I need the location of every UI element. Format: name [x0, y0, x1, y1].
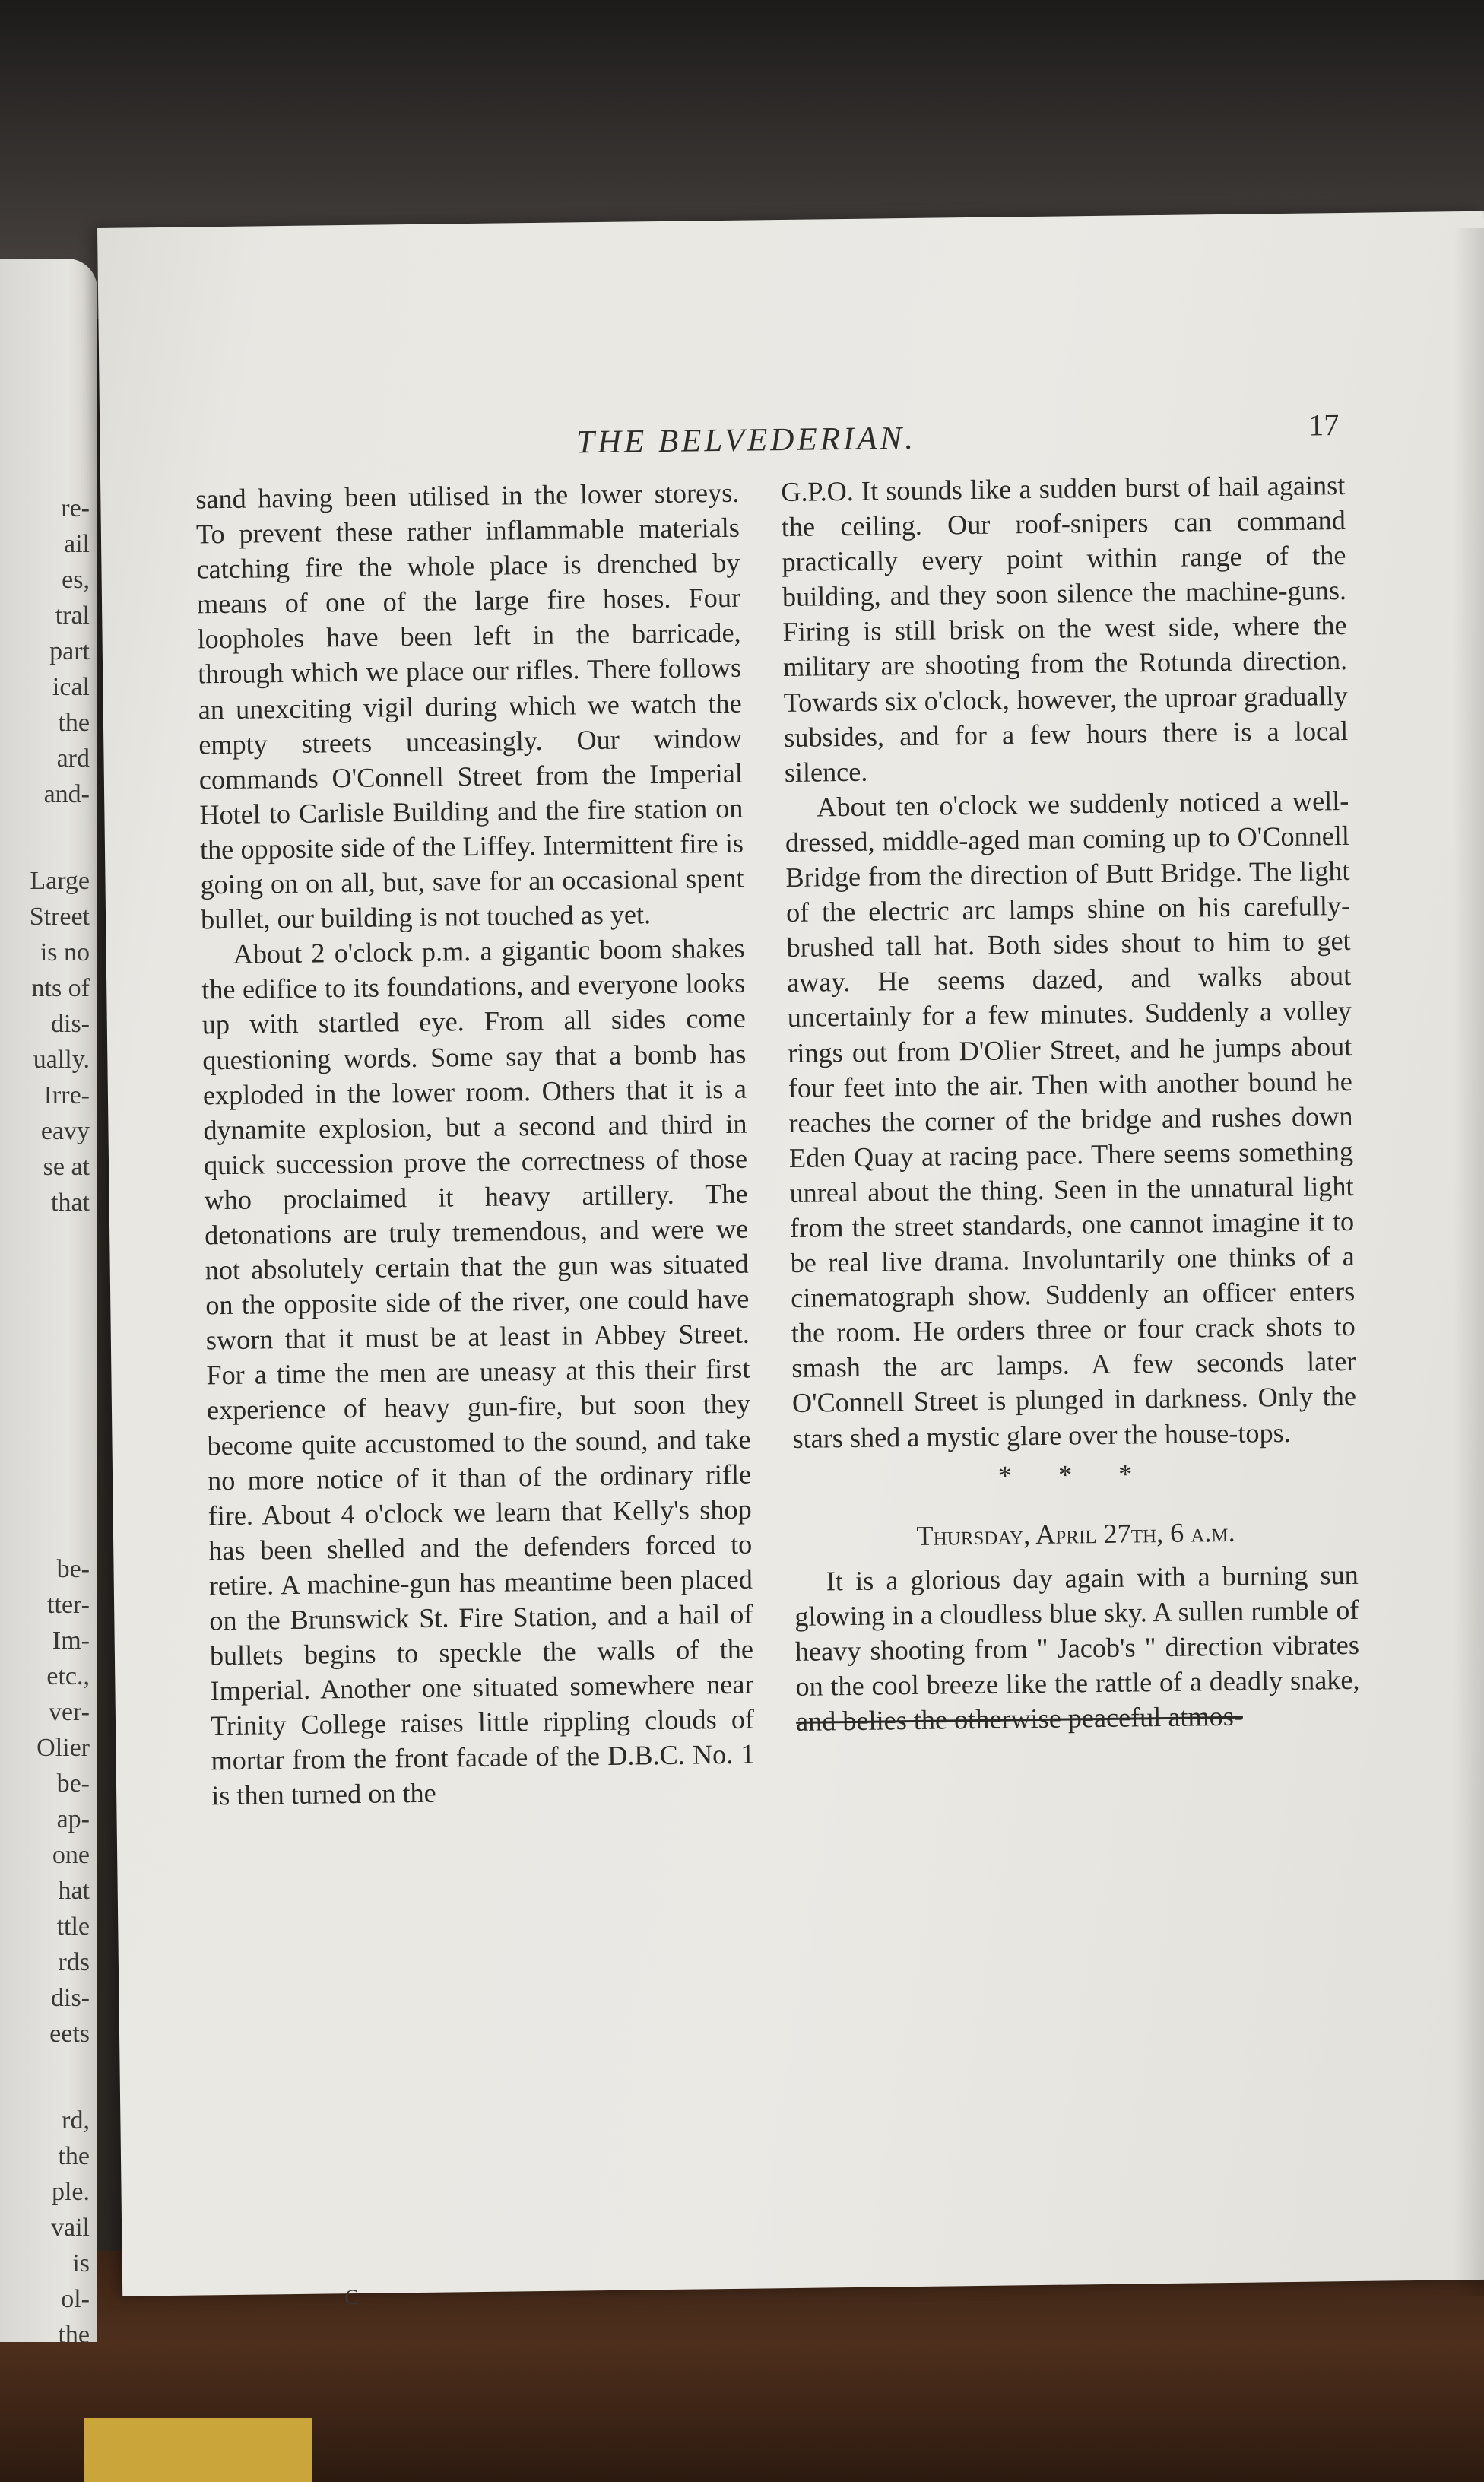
- left-page-line-fragment: re-: [61, 494, 90, 522]
- left-page-line-fragment: that: [51, 1189, 90, 1217]
- left-page-line-fragment: ard: [56, 744, 90, 773]
- left-page-line-fragment: Irre-: [43, 1081, 90, 1109]
- page-number: 17: [1308, 408, 1340, 443]
- paragraph-text: It is a glorious day again with a burning sun glowing in a cloudless blue sky. A sullen rumble of heavy shooting from " Jacob's " direction vibrates on the cool breeze like the rattle of a deadly snake,: [794, 1559, 1360, 1702]
- left-page-line-fragment: etc.,: [46, 1662, 90, 1690]
- left-page-line-fragment: hat: [58, 1877, 90, 1905]
- yellow-object: [84, 2418, 312, 2482]
- left-page-line-fragment: tral: [55, 601, 90, 630]
- left-page-line-fragment: se at: [43, 1153, 90, 1181]
- struck-through-text: and belies the otherwise peaceful atmos-: [795, 1700, 1244, 1738]
- left-page-line-fragment: ical: [52, 673, 90, 701]
- left-page-line-fragment: Street: [29, 903, 90, 931]
- paragraph: sand having been utilised in the lower storeys. To prevent these rather inflammable materials catching fire the whole place is drenched by means of one of the large fire hoses. Four loopholes have been left in the barricade, through which we place our rifles. There follows an unexciting vigil during which we watch the empty streets unceasingly. Our window commands O'Connell Street from the Imperial Hotel to Carlisle Building and the fire station on the opposite side of the Liffey. Intermittent fire is going on on all, but, save for an occasional spent bullet, our building is not touched as yet.: [195, 477, 744, 935]
- paragraph: G.P.O. It sounds like a sudden burst of hail against the ceiling. Our roof-snipers can command practically every point within range of the building, and they soon silence the machine-guns. Firing is still brisk on the west side, where the military are shooting from the Rotunda direction. Towards six o'clock, however, the uproar gradually subsides, and for a few hours there is a local silence.: [781, 469, 1349, 788]
- left-facing-page: [0, 259, 97, 2342]
- left-page-line-fragment: be-: [56, 1555, 90, 1583]
- left-page-line-fragment: es,: [62, 566, 90, 594]
- left-page-line-fragment: the: [58, 2321, 90, 2342]
- paragraph: About 2 o'clock p.m. a gigantic boom shakes the edifice to its foundations, and everyone looks up with startled eye. From all sides come questioning words. Some say that a bomb has exploded in the lower room. Others that it is a dynamite explosion, but a second and third in quick succession prove the correctness of those who proclaimed it heavy artillery. The detonations are truly tremendous, and were we not absolutely certain that the gun was situated on the opposite side of the river, one could have sworn that it must be at least in Abbey Street. For a time the men are uneasy at this their first experience of heavy gun-fire, but soon they become quite accustomed to the sound, and take no more notice of it than of the ordinary rifle fire. About 4 o'clock we learn that Kelly's shop has been shelled and the defenders forced to retire. A machine-gun has meantime been placed on the Brunswick St. Fire Station, and a hail of bullets begins to speckle the walls of the Imperial. Another one situated somewhere near Trinity College raises little rippling clouds of mortar from the front facade of the D.B.C. No. 1 is then turned on the: [201, 932, 755, 1811]
- left-page-line-fragment: dis-: [51, 1984, 90, 2012]
- left-page-line-fragment: is: [72, 2249, 90, 2277]
- left-page-fragments-2: [30, 863, 97, 1220]
- running-header: THE BELVEDERIAN.: [576, 420, 917, 461]
- left-page-line-fragment: Im-: [52, 1627, 90, 1655]
- left-page-line-fragment: the: [58, 709, 90, 737]
- signature-mark: C: [344, 2286, 360, 2310]
- left-page-line-fragment: rd,: [62, 2106, 90, 2134]
- left-page-line-fragment: vail: [51, 2214, 90, 2242]
- left-page-line-fragment: ttle: [56, 1912, 90, 1941]
- left-page-fragments-4: [51, 2103, 97, 2342]
- left-page-line-fragment: eavy: [40, 1117, 90, 1145]
- page-edge-shadow: [1454, 228, 1484, 2296]
- left-column: [195, 475, 755, 1814]
- left-page-line-fragment: eets: [49, 2020, 90, 2048]
- left-page-line-fragment: nts of: [31, 974, 90, 1002]
- left-page-line-fragment: the: [58, 2142, 90, 2170]
- left-page-line-fragment: ail: [64, 530, 90, 558]
- paragraph: About ten o'clock we suddenly noticed a well-dressed, middle-aged man coming up to O'Connell Bridge from the direction of Butt Bridge. The light of the electric arc lamps shine on his carefully-brushed tall hat. Both sides shout to him to get away. He seems dazed, and walks about uncertainly for a few minutes. Suddenly a volley rings out from D'Olier Street, and he jumps about four feet into the air. Then with another bound he reaches the corner of the bridge and rushes down Eden Quay at racing pace. There seems something unreal about the thing. Seen in the unnatural light from the street standards, one cannot imagine it to be real live drama. Involuntarily one thinks of a cinematograph show. Suddenly an officer enters the room. He orders three or four crack shots to smash the arc lamps. A few seconds later O'Connell Street is plunged in darkness. Only the stars shed a mystic glare over the house-tops.: [785, 785, 1357, 1454]
- left-page-line-fragment: one: [52, 1841, 90, 1869]
- left-page-line-fragment: tter-: [47, 1591, 90, 1619]
- left-page-line-fragment: ver-: [48, 1698, 90, 1726]
- left-page-line-fragment: ap-: [56, 1805, 90, 1833]
- book-page: [97, 211, 1484, 2310]
- section-heading: Thursday, April 27th, 6 a.m.: [916, 1516, 1235, 1551]
- left-page-line-fragment: rds: [58, 1948, 90, 1976]
- left-page-line-fragment: Large: [30, 867, 90, 895]
- left-page-line-fragment: ol-: [61, 2285, 90, 2313]
- left-page-line-fragment: dis-: [51, 1010, 90, 1038]
- right-column: [781, 468, 1360, 1739]
- paragraph: [794, 1557, 1361, 1740]
- left-page-line-fragment: and-: [43, 780, 90, 808]
- left-page-line-fragment: be-: [56, 1769, 90, 1798]
- left-page-line-fragment: ually.: [33, 1046, 90, 1074]
- section-divider: * * *: [997, 1458, 1153, 1491]
- left-page-line-fragment: ple.: [51, 2178, 90, 2206]
- left-page-line-fragment: Olier: [36, 1734, 90, 1762]
- left-page-line-fragment: is no: [40, 938, 90, 966]
- left-page-line-fragment: part: [49, 637, 90, 665]
- left-page-fragments-1: [44, 490, 97, 812]
- left-page-fragments-3: [36, 1551, 97, 2052]
